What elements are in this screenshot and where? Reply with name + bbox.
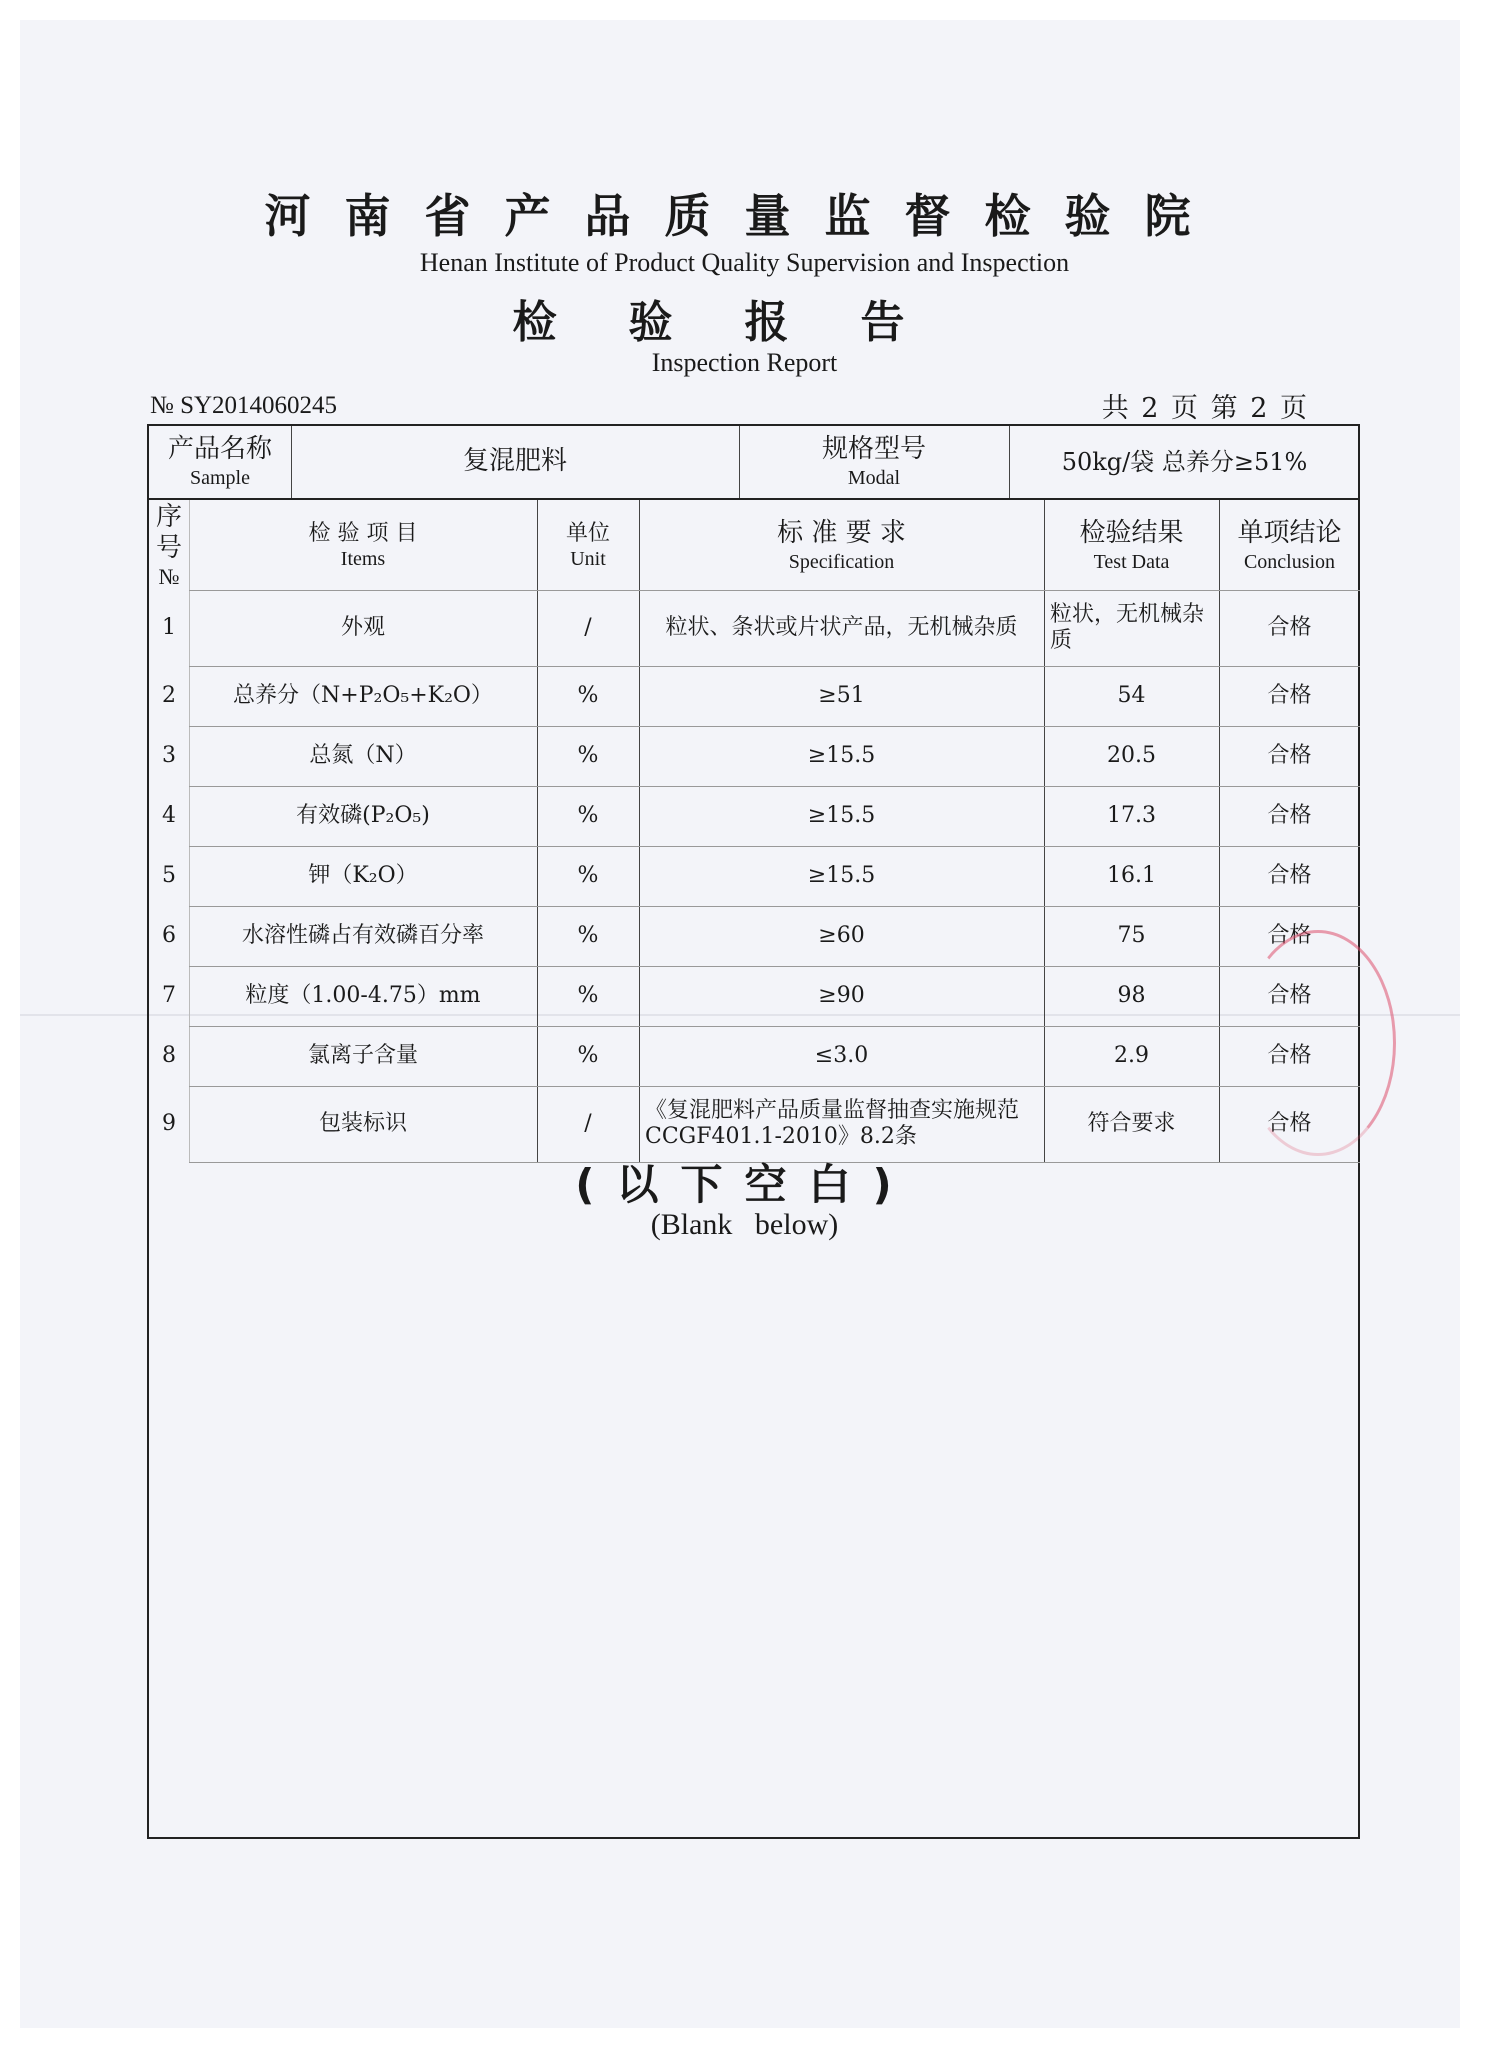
row-data: 粒状，无机械杂质	[1050, 601, 1205, 653]
row-data: 16.1	[1107, 862, 1156, 888]
report-number: № SY2014060245	[150, 392, 338, 419]
row-conclusion: 合格	[1267, 802, 1312, 828]
row-no: 1	[162, 614, 176, 640]
row-data: 2.9	[1114, 1042, 1149, 1068]
row-no: 2	[162, 682, 176, 708]
row-data: 17.3	[1107, 802, 1156, 828]
report-table	[147, 424, 1360, 1839]
row-item: 氯离子含量	[307, 1042, 418, 1068]
col-header-conclusion: 单项结论 Conclusion	[1237, 518, 1342, 573]
institute-name-en: Henan Institute of Product Quality Supervision and Inspection	[419, 248, 1070, 277]
row-unit: %	[577, 682, 599, 708]
official-seal	[1240, 930, 1396, 1156]
row-item: 钾（K₂O）	[308, 862, 418, 888]
row-conclusion: 合格	[1267, 614, 1312, 640]
row-spec: ≥90	[818, 982, 865, 1008]
row-no: 9	[162, 1110, 176, 1136]
row-item: 总养分（N+P₂O₅+K₂O）	[233, 682, 493, 708]
row-no: 6	[162, 922, 176, 948]
row-no: 3	[162, 742, 176, 768]
row-unit: %	[577, 982, 599, 1008]
row-conclusion: 合格	[1267, 1110, 1312, 1136]
row-conclusion: 合格	[1267, 1042, 1312, 1068]
row-data: 98	[1117, 982, 1146, 1008]
blank-below-en: (Blank below)	[650, 1208, 839, 1241]
row-spec: ≥15.5	[807, 802, 876, 828]
row-unit: %	[577, 862, 599, 888]
row-spec: 《复混肥料产品质量监督抽查实施规范CCGF401.1-2010》8.2条	[645, 1097, 1020, 1149]
row-spec: ≥15.5	[807, 862, 876, 888]
row-item: 水溶性磷占有效磷百分率	[241, 922, 484, 948]
row-spec: ≥15.5	[807, 742, 876, 768]
row-item: 有效磷(P₂O₅)	[296, 802, 430, 828]
row-data: 20.5	[1107, 742, 1156, 768]
row-unit: %	[577, 922, 599, 948]
row-spec: 粒状、条状或片状产品，无机械杂质	[665, 614, 1018, 640]
row-unit: %	[577, 742, 599, 768]
row-unit: %	[577, 802, 599, 828]
row-data: 75	[1117, 922, 1146, 948]
row-data: 54	[1117, 682, 1146, 708]
blank-below-cn: (以下空白)	[575, 1160, 914, 1209]
row-item: 总氮（N）	[309, 742, 417, 768]
row-no: 8	[162, 1042, 176, 1068]
col-header-unit: 单位 Unit	[565, 520, 610, 571]
row-unit: %	[577, 1042, 599, 1068]
row-no: 7	[162, 982, 176, 1008]
sample-value: 复混肥料	[462, 446, 567, 477]
col-header-data: 检验结果 Test Data	[1079, 518, 1184, 573]
report-title-cn: 检验报告	[512, 297, 977, 348]
col-header-no: 序号 №	[155, 501, 182, 589]
row-item: 包装标识	[318, 1110, 407, 1136]
report-title-en: Inspection Report	[651, 348, 838, 377]
sample-label: 产品名称 Sample	[167, 434, 272, 489]
row-conclusion: 合格	[1267, 982, 1312, 1008]
row-unit: /	[584, 614, 592, 640]
row-spec: ≤3.0	[814, 1042, 869, 1068]
row-no: 4	[162, 802, 176, 828]
row-spec: ≥51	[818, 682, 865, 708]
row-item: 粒度（1.00-4.75）mm	[245, 982, 481, 1008]
row-data: 符合要求	[1087, 1110, 1176, 1136]
row-conclusion: 合格	[1267, 922, 1312, 948]
row-spec: ≥60	[818, 922, 865, 948]
col-header-spec: 标 准 要 求 Specification	[777, 518, 906, 573]
col-header-items: 检 验 项 目 Items	[308, 520, 418, 571]
row-conclusion: 合格	[1267, 682, 1312, 708]
row-conclusion: 合格	[1267, 862, 1312, 888]
row-item: 外观	[340, 614, 385, 640]
institute-name-cn: 河南省产品质量监督检验院	[264, 189, 1225, 243]
model-value: 50kg/袋 总养分≥51%	[1061, 447, 1308, 476]
row-unit: /	[584, 1110, 592, 1136]
model-label: 规格型号 Modal	[821, 434, 926, 489]
page-indicator: 共 2 页 第 2 页	[1101, 393, 1309, 424]
row-no: 5	[162, 862, 176, 888]
row-conclusion: 合格	[1267, 742, 1312, 768]
